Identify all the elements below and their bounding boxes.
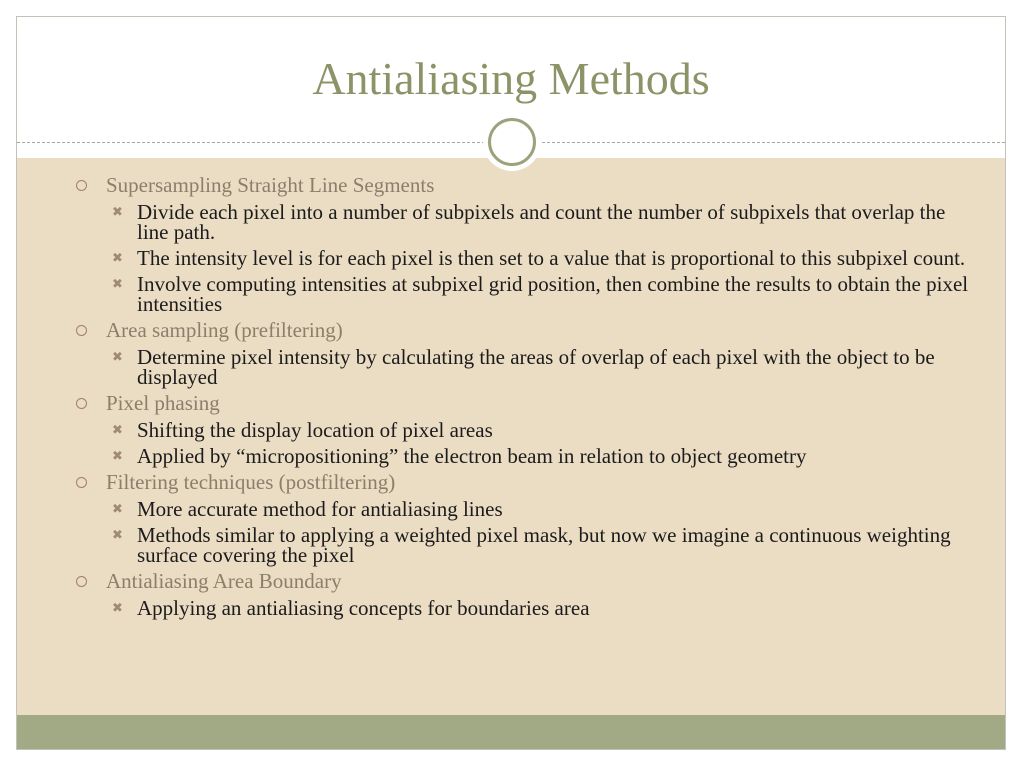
- bullet-item-text: Methods similar to applying a weighted pixel mask, but now we imagine a continuous weighting surface covering the pixel: [137, 523, 951, 567]
- section-heading-text: Filtering techniques (postfiltering): [106, 470, 396, 494]
- bullet-item: [75, 202, 981, 242]
- bullet-item: [75, 420, 981, 440]
- bullet-item-text: Applying an antialiasing concepts for boundaries area: [137, 596, 590, 620]
- circle-bullet-icon: [76, 325, 87, 336]
- section-heading: [75, 175, 981, 196]
- slide-title: Antialiasing Methods: [312, 53, 710, 104]
- bullet-item-text: Divide each pixel into a number of subpixels and count the number of subpixels that overlap the line path.: [137, 200, 946, 244]
- bullet-item-text: Applied by “micropositioning” the electron beam in relation to object geometry: [137, 444, 807, 468]
- ornament-ring: [488, 118, 536, 166]
- bullet-item-text: More accurate method for antialiasing lines: [137, 497, 503, 521]
- bullet-item: [75, 446, 981, 466]
- section-heading-text: Area sampling (prefiltering): [106, 318, 343, 342]
- cross-bullet-icon: ✖: [112, 350, 123, 365]
- section-heading: [75, 571, 981, 592]
- bullet-item: [75, 274, 981, 314]
- bullet-item-text: Determine pixel intensity by calculating the areas of overlap of each pixel with the object to be displayed: [137, 345, 935, 389]
- cross-bullet-icon: ✖: [112, 423, 123, 438]
- slide-content: [75, 175, 981, 618]
- section-heading-text: Supersampling Straight Line Segments: [106, 173, 435, 197]
- section-heading: [75, 393, 981, 414]
- cross-bullet-icon: ✖: [112, 205, 123, 220]
- cross-bullet-icon: ✖: [112, 251, 123, 266]
- circle-bullet-icon: [76, 576, 87, 587]
- cross-bullet-icon: ✖: [112, 277, 123, 292]
- circle-bullet-icon: [76, 180, 87, 191]
- section-heading-text: Antialiasing Area Boundary: [106, 569, 342, 593]
- circle-bullet-icon: [76, 477, 87, 488]
- footer-bar: [17, 715, 1005, 749]
- cross-bullet-icon: ✖: [112, 502, 123, 517]
- bullet-item: [75, 248, 981, 268]
- bullet-item: [75, 499, 981, 519]
- bullet-item-text: Involve computing intensities at subpixel grid position, then combine the results to obtain the pixel intensities: [137, 272, 969, 316]
- bullet-item: [75, 347, 981, 387]
- bullet-item: [75, 525, 981, 565]
- cross-bullet-icon: ✖: [112, 601, 123, 616]
- ring-ornament-icon: [483, 113, 541, 171]
- bullet-item-text: Shifting the display location of pixel areas: [137, 418, 493, 442]
- bullet-item: [75, 598, 981, 618]
- slide-frame: [16, 16, 1006, 750]
- section-heading: [75, 320, 981, 341]
- section-heading: [75, 472, 981, 493]
- bullet-item-text: The intensity level is for each pixel is then set to a value that is proportional to this subpixel count.: [137, 246, 966, 270]
- cross-bullet-icon: ✖: [112, 449, 123, 464]
- section-heading-text: Pixel phasing: [106, 391, 220, 415]
- circle-bullet-icon: [76, 398, 87, 409]
- cross-bullet-icon: ✖: [112, 528, 123, 543]
